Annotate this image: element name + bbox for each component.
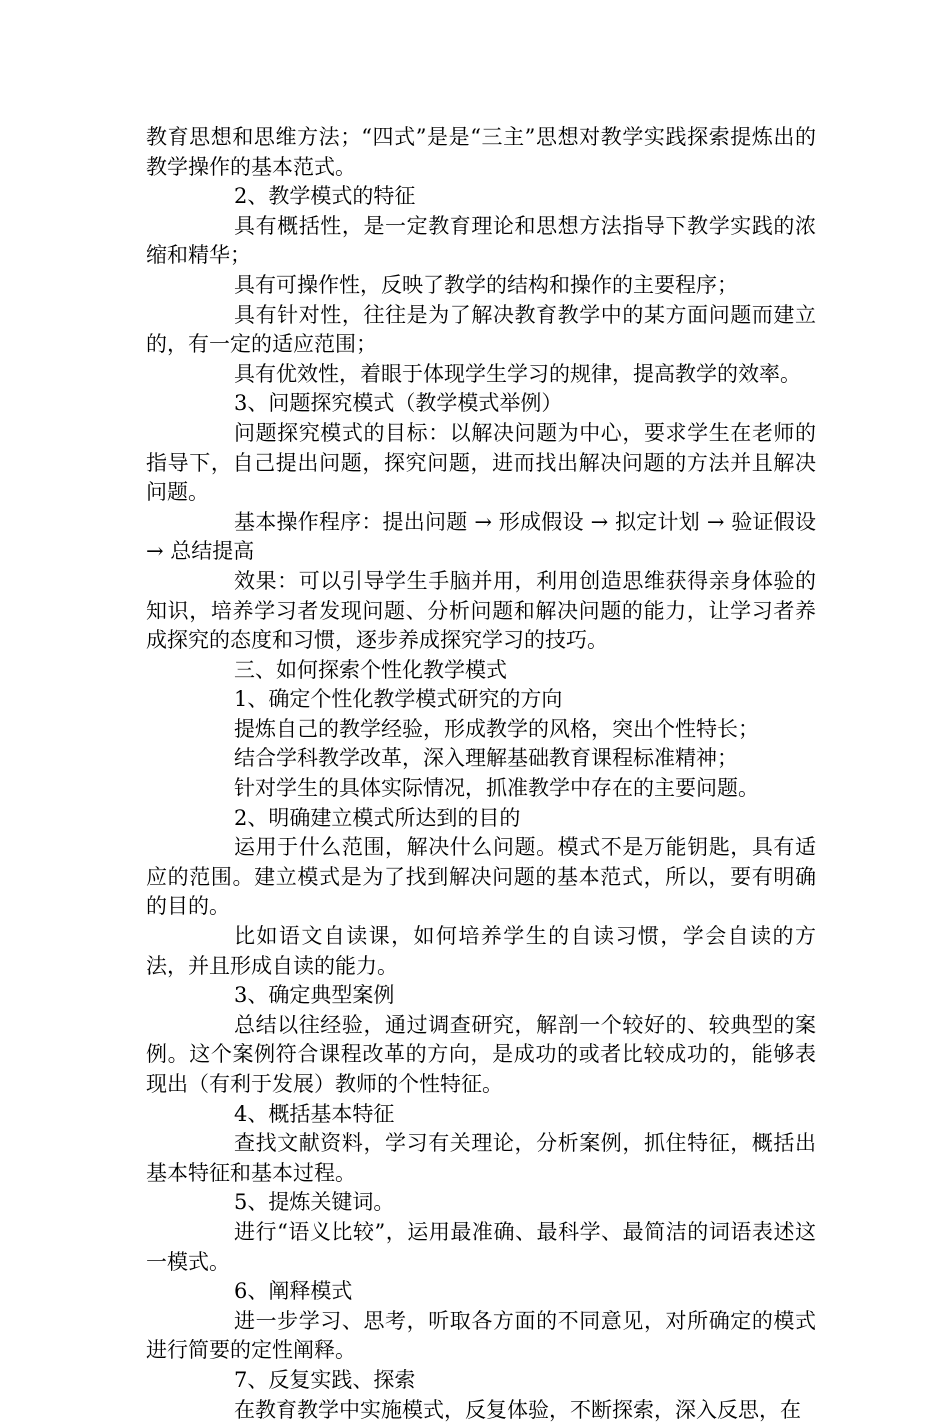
paragraph: 具有可操作性，反映了教学的结构和操作的主要程序； bbox=[234, 272, 738, 297]
paragraph: 问题探究模式的目标：以解决问题为中心，要求学生在老师的指导下，自己提出问题，探究问题，进而找出解决问题的方法并且解决问题。 bbox=[146, 420, 816, 505]
section-heading: 4、概括基本特征 bbox=[234, 1101, 395, 1126]
section-heading: 2、教学模式的特征 bbox=[234, 184, 416, 209]
paragraph: 结合学科教学改革，深入理解基础教育课程标准精神； bbox=[234, 746, 738, 771]
section-heading: 2、明确建立模式所达到的目的 bbox=[234, 805, 521, 830]
paragraph: 进一步学习、思考，听取各方面的不同意见，对所确定的模式进行简要的定性阐释。 bbox=[146, 1308, 816, 1363]
paragraph: 提炼自己的教学经验，形成教学的风格，突出个性特长； bbox=[234, 716, 759, 741]
paragraph: 总结以往经验，通过调查研究，解剖一个较好的、较典型的案例。这个案例符合课程改革的方向，是成功的或者比较成功的，能够表现出（有利于发展）教师的个性特征。 bbox=[146, 1012, 816, 1096]
paragraph: 在教育教学中实施模式，反复体验，不断探索，深入反思，在 bbox=[234, 1397, 801, 1422]
section-heading: 3、问题探究模式（教学模式举例） bbox=[234, 391, 563, 416]
paragraph: 具有优效性，着眼于体现学生学习的规律，提高教学的效率。 bbox=[234, 361, 801, 386]
section-heading: 3、确定典型案例 bbox=[234, 983, 395, 1008]
paragraph: 比如语文自读课，如何培养学生的自读习惯，学会自读的方法，并且形成自读的能力。 bbox=[146, 924, 816, 978]
paragraph: 查找文献资料，学习有关理论，分析案例，抓住特征，概括出基本特征和基本过程。 bbox=[146, 1131, 816, 1185]
paragraph: 具有概括性，是一定教育理论和思想方法指导下教学实践的浓缩和精华； bbox=[146, 213, 816, 268]
paragraph: 基本操作程序：提出问题 → 形成假设 → 拟定计划 → 验证假设 → 总结提高 bbox=[146, 509, 816, 564]
paragraph: 运用于什么范围，解决什么问题。模式不是万能钥匙，具有适应的范围。建立模式是为了找到解决问题的基本范式，所以，要有明确的目的。 bbox=[146, 835, 816, 919]
paragraph: 效果：可以引导学生手脑并用，利用创造思维获得亲身体验的知识，培养学习者发现问题、分析问题和解决问题的能力，让学习者养成探究的态度和习惯，逐步养成探究学习的技巧。 bbox=[146, 568, 816, 653]
paragraph: 进行“语义比较”，运用最准确、最科学、最简洁的词语表述这一模式。 bbox=[146, 1219, 816, 1274]
document-body bbox=[146, 123, 816, 1425]
paragraph: 针对学生的具体实际情况，抓准教学中存在的主要问题。 bbox=[234, 776, 759, 801]
section-heading: 1、确定个性化教学模式研究的方向 bbox=[234, 687, 563, 712]
paragraph: 具有针对性，往往是为了解决教育教学中的某方面问题而建立的，有一定的适应范围； bbox=[146, 302, 816, 357]
section-heading: 6、阐释模式 bbox=[234, 1279, 353, 1304]
section-heading: 5、提炼关键词。 bbox=[234, 1190, 395, 1215]
paragraph: 教育思想和思维方法；“四式”是是“三主”思想对教学实践探索提炼出的教学操作的基本范式。 bbox=[146, 125, 816, 179]
section-heading: 三、如何探索个性化教学模式 bbox=[234, 657, 507, 682]
section-heading: 7、反复实践、探索 bbox=[234, 1367, 416, 1392]
